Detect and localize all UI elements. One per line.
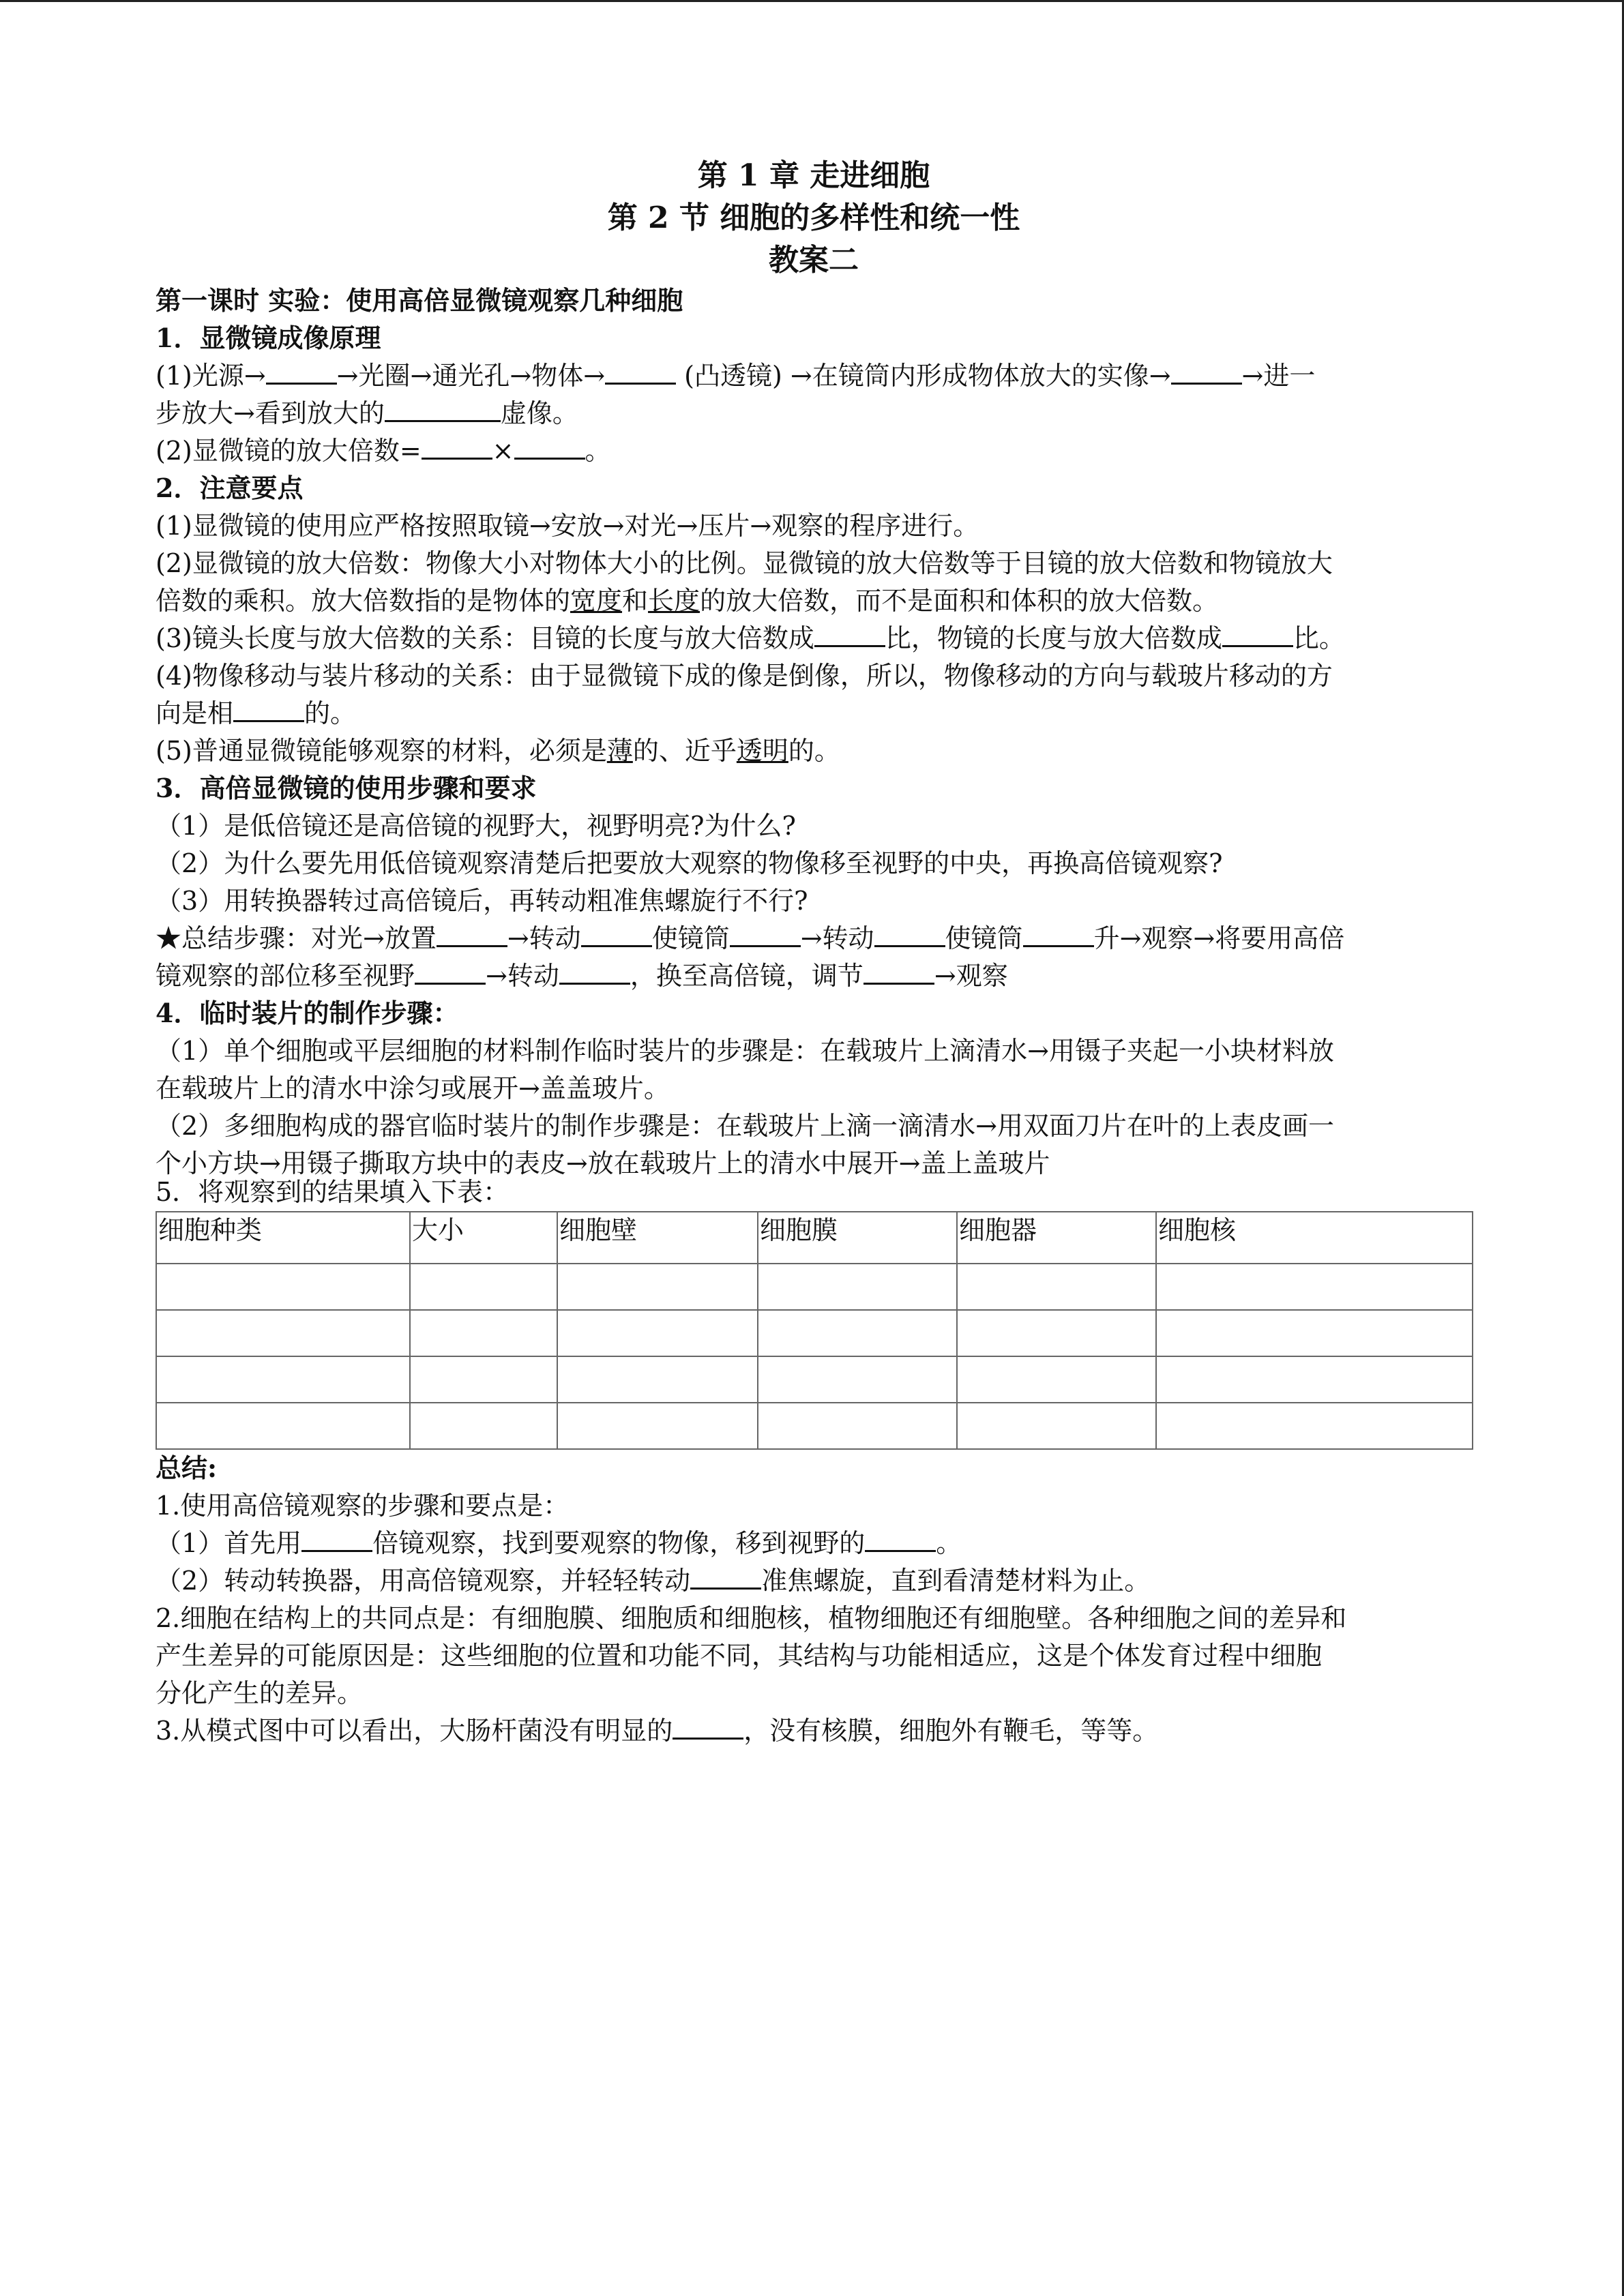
s3-summary-line1 xyxy=(156,920,1472,957)
underlined-term: 宽度 xyxy=(570,586,623,616)
s2-p4-line1: (4)物像移动与装片移动的关系：由于显微镜下成的像是倒像，所以，物像移动的方向与载玻片移动的方 xyxy=(156,661,1333,691)
col-nucleus: 细胞核 xyxy=(1156,1212,1473,1264)
text: →光圈→通光孔→物体→ xyxy=(336,361,606,391)
s2-p2-line1: (2)显微镜的放大倍数：物像大小对物体大小的比例。显微镜的放大倍数等于目镜的放大倍数和物镜放大 xyxy=(156,548,1333,578)
fill-blank[interactable] xyxy=(865,1530,936,1552)
summary-p2-line1: 2.细胞在结构上的共同点是：有细胞膜、细胞质和细胞核，植物细胞还有细胞壁。各种细胞之间的差异和 xyxy=(156,1603,1347,1633)
table-row xyxy=(156,1356,1473,1403)
table-cell[interactable] xyxy=(410,1403,557,1449)
text: →观察 xyxy=(934,961,1008,991)
underlined-term: 透明 xyxy=(736,736,788,766)
text: 使镜筒 xyxy=(945,923,1023,953)
text: (1)光源→ xyxy=(156,361,266,391)
col-size: 大小 xyxy=(410,1212,557,1264)
text: →转动 xyxy=(507,923,581,953)
text: 的。 xyxy=(304,698,357,728)
table-row xyxy=(156,1264,1473,1310)
text: →进一 xyxy=(1241,361,1316,391)
fill-blank[interactable] xyxy=(1222,625,1293,647)
summary-heading: 总结: xyxy=(156,1452,218,1483)
table-cell[interactable] xyxy=(557,1403,758,1449)
table-cell[interactable] xyxy=(156,1403,410,1449)
underlined-term: 薄 xyxy=(606,736,633,766)
s2-heading: 2．注意要点 xyxy=(156,473,304,503)
text: 倍数的乘积。放大倍数指的是物体的 xyxy=(156,586,571,616)
summary-p1: 1.使用高倍镜观察的步骤和要点是： xyxy=(156,1491,570,1521)
table-row xyxy=(156,1403,1473,1449)
table-cell[interactable] xyxy=(957,1356,1156,1403)
table-cell[interactable] xyxy=(758,1310,957,1356)
fill-blank[interactable] xyxy=(690,1567,761,1590)
text: （2）转动转换器，用高倍镜观察，并轻轻转动 xyxy=(156,1566,691,1596)
s3-summary-line2 xyxy=(156,957,1472,994)
section-title: 第 2 节 细胞的多样性和统一性 xyxy=(607,200,1020,235)
table-cell[interactable] xyxy=(156,1356,410,1403)
text: 准焦螺旋，直到看清楚材料为止。 xyxy=(761,1566,1151,1596)
s5-heading: 5．将观察到的结果填入下表： xyxy=(156,1177,510,1207)
text: 的、近乎 xyxy=(632,736,737,766)
fill-blank[interactable] xyxy=(814,625,885,647)
fill-blank[interactable] xyxy=(266,362,337,385)
fill-blank[interactable] xyxy=(437,925,507,947)
table-cell[interactable] xyxy=(557,1264,758,1310)
text: 的放大倍数，而不是面积和体积的放大倍数。 xyxy=(700,586,1219,616)
table-cell[interactable] xyxy=(957,1264,1156,1310)
summary-p1-1 xyxy=(156,1525,1472,1562)
fill-blank[interactable] xyxy=(730,925,801,947)
text: ★总结步骤：对光→放置 xyxy=(156,923,437,953)
table-cell[interactable] xyxy=(557,1310,758,1356)
fill-blank[interactable] xyxy=(1171,362,1242,385)
s3-q1: （1）是低倍镜还是高倍镜的视野大，视野明亮?为什么? xyxy=(156,811,796,841)
table-cell[interactable] xyxy=(758,1356,957,1403)
s1-p1-line1 xyxy=(156,357,1472,394)
text: （1）首先用 xyxy=(156,1528,302,1558)
table-cell[interactable] xyxy=(557,1356,758,1403)
text: 使镜筒 xyxy=(651,923,730,953)
fill-blank[interactable] xyxy=(415,962,486,985)
s4-p1-line2: 在载玻片上的清水中涂匀或展开→盖盖玻片。 xyxy=(156,1073,670,1103)
fill-blank[interactable] xyxy=(605,362,676,385)
table-cell[interactable] xyxy=(410,1356,557,1403)
fill-blank[interactable] xyxy=(422,437,492,460)
text: 镜观察的部位移至视野 xyxy=(156,961,415,991)
s2-p4-line2 xyxy=(156,695,1472,732)
text: 3.从模式图中可以看出，大肠杆菌没有明显的 xyxy=(156,1716,673,1746)
text: 向是相 xyxy=(156,698,234,728)
text: 和 xyxy=(622,586,649,616)
s1-p2 xyxy=(156,432,1472,469)
fill-blank[interactable] xyxy=(559,962,630,985)
text: (3)镜头长度与放大倍数的关系：目镜的长度与放大倍数成 xyxy=(156,623,814,653)
lesson-title: 第一课时 实验：使用高倍显微镜观察几种细胞 xyxy=(156,285,683,316)
s2-p3 xyxy=(156,620,1472,657)
fill-blank[interactable] xyxy=(301,1530,372,1552)
text: 倍镜观察，找到要观察的物像，移到视野的 xyxy=(372,1528,866,1558)
fill-blank[interactable] xyxy=(581,925,652,947)
s4-p2-line1: （2）多细胞构成的器官临时装片的制作步骤是：在载玻片上滴一滴清水→用双面刀片在叶的上表皮画一 xyxy=(156,1111,1335,1141)
text: (2)显微镜的放大倍数= xyxy=(156,436,422,466)
s1-p1-line2 xyxy=(156,395,1472,432)
text: ，没有核膜，细胞外有鞭毛，等等。 xyxy=(743,1716,1159,1746)
summary-p2-line3: 分化产生的差异。 xyxy=(156,1678,364,1708)
text: 虚像。 xyxy=(500,398,578,428)
text: (5)普通显微镜能够观察的材料，必须是 xyxy=(156,736,607,766)
fill-blank[interactable] xyxy=(233,700,304,722)
table-cell[interactable] xyxy=(410,1310,557,1356)
plan-title: 教案二 xyxy=(769,243,859,278)
table-cell[interactable] xyxy=(156,1310,410,1356)
text: 比。 xyxy=(1293,623,1345,653)
s4-p1-line1: （1）单个细胞或平层细胞的材料制作临时装片的步骤是：在载玻片上滴清水→用镊子夹起一小块材料放 xyxy=(156,1036,1335,1066)
results-table xyxy=(156,1211,1473,1450)
text: 的。 xyxy=(788,736,840,766)
s3-heading: 3．高倍显微镜的使用步骤和要求 xyxy=(156,773,537,803)
text: 步放大→看到放大的 xyxy=(156,398,385,428)
table-cell[interactable] xyxy=(156,1264,410,1310)
col-cell-type: 细胞种类 xyxy=(156,1212,410,1264)
s3-q3: （3）用转换器转过高倍镜后，再转动粗准焦螺旋行不行? xyxy=(156,886,808,916)
text: × xyxy=(492,436,514,466)
text: 。 xyxy=(585,436,611,466)
table-cell[interactable] xyxy=(1156,1403,1473,1449)
summary-p2-line2: 产生差异的可能原因是：这些细胞的位置和功能不同，其结构与功能相适应，这是个体发育过程中细胞 xyxy=(156,1641,1323,1671)
s4-p2-line2: 个小方块→用镊子撕取方块中的表皮→放在载玻片上的清水中展开→盖上盖玻片 xyxy=(156,1148,1050,1178)
table-cell[interactable] xyxy=(957,1310,1156,1356)
text: 。 xyxy=(936,1528,962,1558)
text: (凸透镜) →在镜筒内形成物体放大的实像→ xyxy=(676,361,1171,391)
summary-p3 xyxy=(156,1712,1472,1749)
table-cell[interactable] xyxy=(758,1403,957,1449)
summary-p1-2 xyxy=(156,1562,1472,1599)
s4-heading: 4．临时装片的制作步骤： xyxy=(156,998,459,1028)
fill-blank[interactable] xyxy=(874,925,945,947)
text: 比，物镜的长度与放大倍数成 xyxy=(885,623,1222,653)
fill-blank[interactable] xyxy=(673,1717,743,1740)
fill-blank[interactable] xyxy=(1023,925,1094,947)
table-header-row xyxy=(156,1212,1473,1264)
text: →转动 xyxy=(800,923,874,953)
fill-blank[interactable] xyxy=(514,437,585,460)
fill-blank[interactable] xyxy=(385,400,501,422)
chapter-title: 第 1 章 走进细胞 xyxy=(697,158,930,193)
s1-heading: 1．显微镜成像原理 xyxy=(156,323,381,353)
table-cell[interactable] xyxy=(410,1264,557,1310)
text: →转动 xyxy=(486,961,559,991)
col-cell-wall: 细胞壁 xyxy=(557,1212,758,1264)
s2-p2-line2 xyxy=(156,582,1472,619)
table-cell[interactable] xyxy=(1156,1356,1473,1403)
col-organelle: 细胞器 xyxy=(957,1212,1156,1264)
table-cell[interactable] xyxy=(1156,1264,1473,1310)
table-cell[interactable] xyxy=(957,1403,1156,1449)
s3-q2: （2）为什么要先用低倍镜观察清楚后把要放大观察的物像移至视野的中央，再换高倍镜观察? xyxy=(156,848,1223,878)
text: 升→观察→将要用高倍 xyxy=(1093,923,1345,953)
table-cell[interactable] xyxy=(758,1264,957,1310)
text: ，换至高倍镜，调节 xyxy=(630,961,863,991)
s2-p5 xyxy=(156,732,1472,769)
underlined-term: 长度 xyxy=(648,586,700,616)
table-row xyxy=(156,1310,1473,1356)
table-cell[interactable] xyxy=(1156,1310,1473,1356)
col-cell-membrane: 细胞膜 xyxy=(758,1212,957,1264)
fill-blank[interactable] xyxy=(863,962,934,985)
s2-p1: (1)显微镜的使用应严格按照取镜→安放→对光→压片→观察的程序进行。 xyxy=(156,511,979,541)
page-border-top xyxy=(0,0,1624,2)
